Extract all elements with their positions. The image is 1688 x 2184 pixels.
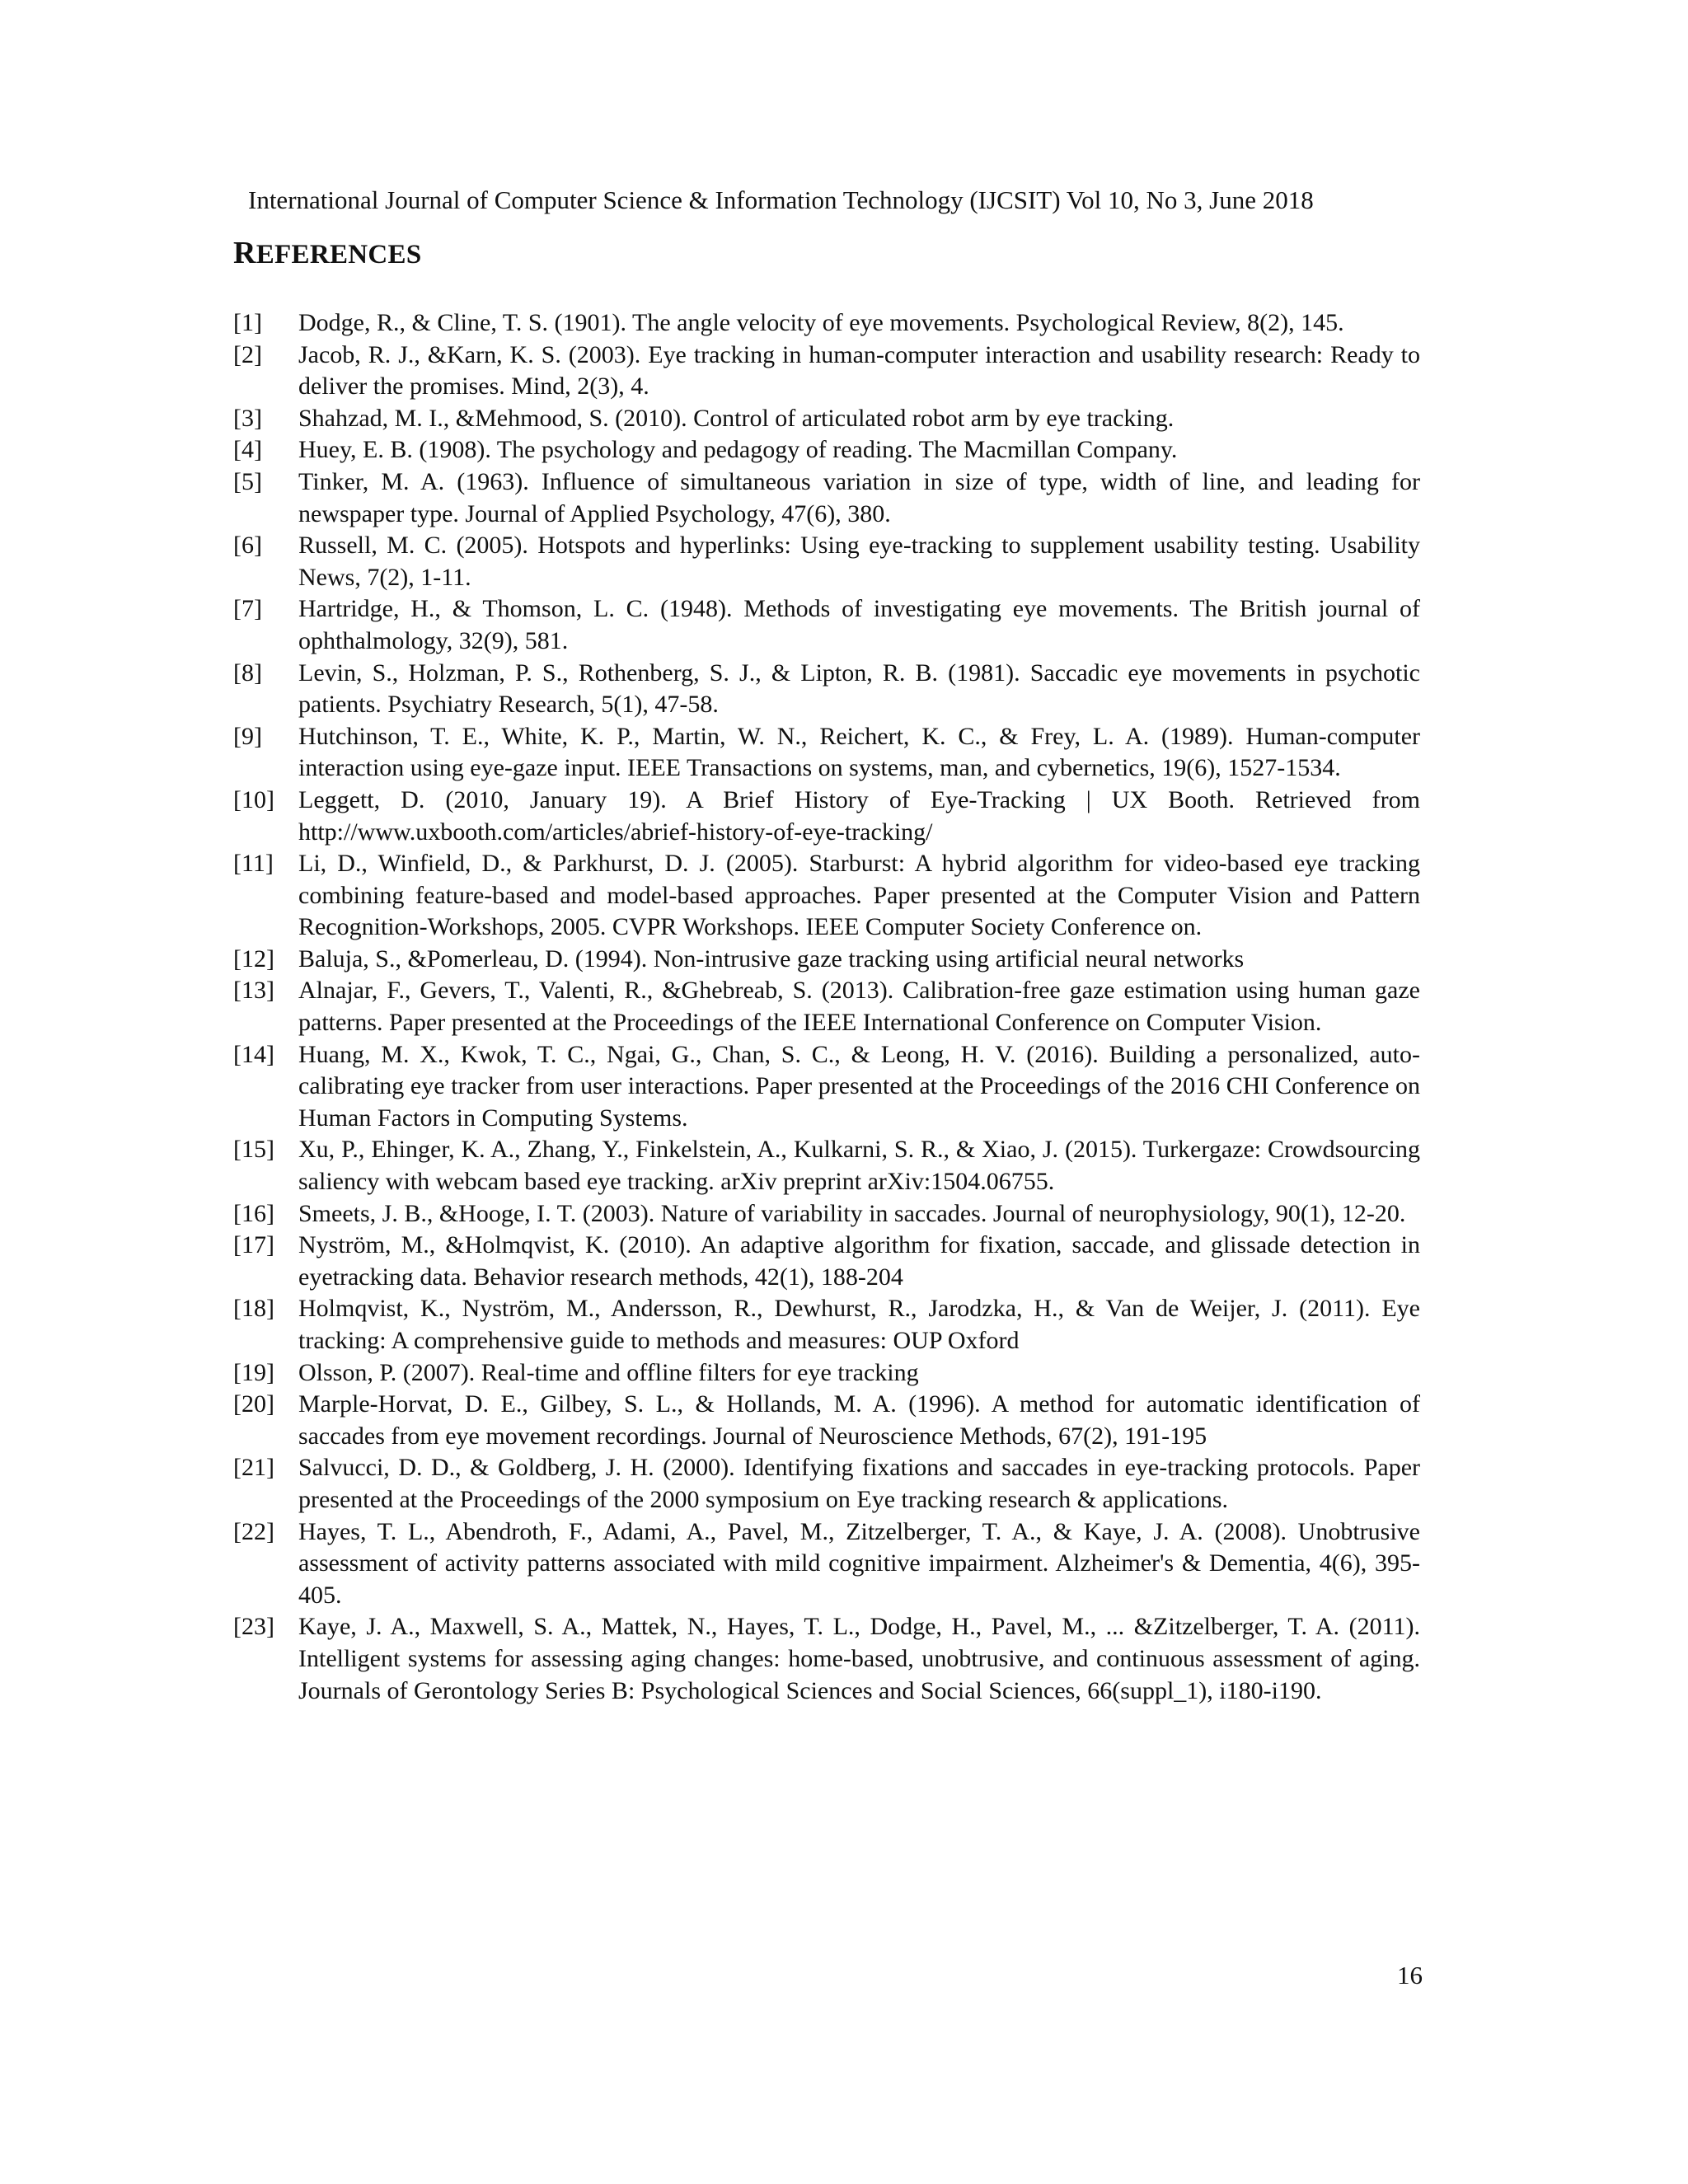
reference-number: [14] bbox=[233, 1040, 274, 1068]
reference-number: [12] bbox=[233, 944, 274, 972]
reference-item bbox=[233, 593, 1420, 657]
reference-item bbox=[233, 434, 1420, 466]
reference-number: [20] bbox=[233, 1390, 274, 1418]
reference-text: Jacob, R. J., &Karn, K. S. (2003). Eye tracking in human-computer interaction and usability research: Ready to deliver the promises. Mind, 2(3), 4. bbox=[298, 340, 1420, 401]
reference-number: [8] bbox=[233, 658, 262, 687]
reference-number: [2] bbox=[233, 340, 262, 368]
reference-number: [7] bbox=[233, 595, 262, 623]
reference-item bbox=[233, 530, 1420, 593]
reference-text: Dodge, R., & Cline, T. S. (1901). The angle velocity of eye movements. Psychological Review, 8(2), 145. bbox=[298, 309, 1344, 336]
reference-item bbox=[233, 721, 1420, 785]
reference-item bbox=[233, 307, 1420, 340]
reference-number: [16] bbox=[233, 1199, 274, 1227]
reference-list bbox=[233, 307, 1420, 1707]
reference-item bbox=[233, 1389, 1420, 1452]
reference-item bbox=[233, 658, 1420, 721]
reference-number: [3] bbox=[233, 404, 262, 432]
reference-item bbox=[233, 848, 1420, 944]
reference-number: [5] bbox=[233, 467, 262, 495]
reference-item bbox=[233, 975, 1420, 1038]
reference-text: Hartridge, H., & Thomson, L. C. (1948). Methods of investigating eye movements. The British journal of ophthalmology, 32(9), 581. bbox=[298, 595, 1420, 654]
reference-item bbox=[233, 1198, 1420, 1230]
reference-text: Hayes, T. L., Abendroth, F., Adami, A., Pavel, M., Zitzelberger, T. A., & Kaye, J. A. (2008). Unobtrusive assessment of activity patterns associated with mild cognitive impairment. Alzheimer's & Dementia, 4(6), 395-405. bbox=[298, 1517, 1420, 1609]
reference-number: [23] bbox=[233, 1613, 274, 1641]
page-number: 16 bbox=[1397, 1961, 1423, 1990]
reference-number: [19] bbox=[233, 1358, 274, 1386]
running-header: International Journal of Computer Science & Information Technology (IJCSIT) Vol 10, No 3, June 2018 bbox=[248, 185, 1314, 214]
reference-item bbox=[233, 340, 1420, 403]
reference-number: [11] bbox=[233, 850, 274, 878]
reference-item bbox=[233, 1134, 1420, 1197]
reference-text: Huang, M. X., Kwok, T. C., Ngai, G., Chan, S. C., & Leong, H. V. (2016). Building a personalized, auto-calibrating eye tracker from user interactions. Paper presented at the Proceedings of the 2016 CHI Conference on Human Factors in Computing Systems. bbox=[298, 1040, 1420, 1132]
reference-number: [17] bbox=[233, 1231, 274, 1259]
reference-item bbox=[233, 1357, 1420, 1390]
reference-text: Hutchinson, T. E., White, K. P., Martin, W. N., Reichert, K. C., & Frey, L. A. (1989). Human-computer interaction using eye-gaze input. IEEE Transactions on systems, man, and cybernetics, 19(6), 1527-1534. bbox=[298, 722, 1420, 782]
reference-number: [1] bbox=[233, 309, 262, 336]
reference-item bbox=[233, 1293, 1420, 1357]
reference-text: Russell, M. C. (2005). Hotspots and hyperlinks: Using eye-tracking to supplement usability testing. Usability News, 7(2), 1-11. bbox=[298, 532, 1420, 591]
reference-item bbox=[233, 1516, 1420, 1612]
reference-item bbox=[233, 403, 1420, 435]
reference-item bbox=[233, 1230, 1420, 1293]
reference-text: Kaye, J. A., Maxwell, S. A., Mattek, N., Hayes, T. L., Dodge, H., Pavel, M., ... &Zitzelberger, T. A. (2011). Intelligent systems for assessing aging changes: home-based, unobtrusive, and continuous assessment of aging. Journals of Gerontology Series B: Psychological Sciences and Social Sciences, 66(suppl_1), i180-i190. bbox=[298, 1613, 1420, 1704]
reference-number: [18] bbox=[233, 1295, 274, 1323]
reference-text: Li, D., Winfield, D., & Parkhurst, D. J. (2005). Starburst: A hybrid algorithm for video-based eye tracking combining feature-based and model-based approaches. Paper presented at the Computer Vision and Pattern Recognition-Workshops, 2005. CVPR Workshops. IEEE Computer Society Conference on. bbox=[298, 850, 1420, 941]
reference-item bbox=[233, 1039, 1420, 1135]
reference-number: [4] bbox=[233, 436, 262, 464]
reference-text: Marple-Horvat, D. E., Gilbey, S. L., & Hollands, M. A. (1996). A method for automatic identification of saccades from eye movement recordings. Journal of Neuroscience Methods, 67(2), 191-195 bbox=[298, 1390, 1420, 1450]
section-title-initial: R bbox=[233, 236, 256, 270]
reference-item bbox=[233, 466, 1420, 530]
reference-number: [13] bbox=[233, 977, 274, 1005]
reference-number: [22] bbox=[233, 1517, 274, 1545]
reference-item bbox=[233, 785, 1420, 848]
reference-number: [15] bbox=[233, 1136, 274, 1164]
reference-text: Xu, P., Ehinger, K. A., Zhang, Y., Finkelstein, A., Kulkarni, S. R., & Xiao, J. (2015). Turkergaze: Crowdsourcing saliency with webcam based eye tracking. arXiv preprint arXiv:1504.06755. bbox=[298, 1136, 1420, 1196]
reference-number: [6] bbox=[233, 532, 262, 560]
section-title bbox=[233, 237, 422, 271]
reference-text: Levin, S., Holzman, P. S., Rothenberg, S. J., & Lipton, R. B. (1981). Saccadic eye movements in psychotic patients. Psychiatry Research, 5(1), 47-58. bbox=[298, 658, 1420, 719]
reference-number: [10] bbox=[233, 785, 274, 813]
reference-text: Nyström, M., &Holmqvist, K. (2010). An adaptive algorithm for fixation, saccade, and glissade detection in eyetracking data. Behavior research methods, 42(1), 188-204 bbox=[298, 1231, 1420, 1291]
reference-text: Leggett, D. (2010, January 19). A Brief History of Eye-Tracking | UX Booth. Retrieved from http://www.uxbooth.com/articles/abrief-history-of-eye-tracking/ bbox=[298, 785, 1420, 846]
reference-number: [21] bbox=[233, 1454, 274, 1482]
reference-item bbox=[233, 1611, 1420, 1707]
reference-text: Olsson, P. (2007). Real-time and offline filters for eye tracking bbox=[298, 1358, 919, 1386]
reference-item bbox=[233, 944, 1420, 976]
reference-text: Tinker, M. A. (1963). Influence of simultaneous variation in size of type, width of line, and leading for newspaper type. Journal of Applied Psychology, 47(6), 380. bbox=[298, 467, 1420, 527]
reference-item bbox=[233, 1452, 1420, 1516]
reference-text: Huey, E. B. (1908). The psychology and pedagogy of reading. The Macmillan Company. bbox=[298, 436, 1178, 464]
reference-text: Smeets, J. B., &Hooge, I. T. (2003). Nature of variability in saccades. Journal of neurophysiology, 90(1), 12-20. bbox=[298, 1199, 1406, 1227]
reference-text: Salvucci, D. D., & Goldberg, J. H. (2000). Identifying fixations and saccades in eye-tracking protocols. Paper presented at the Proceedings of the 2000 symposium on Eye tracking research & applications. bbox=[298, 1454, 1420, 1513]
section-title-rest: EFERENCES bbox=[256, 240, 422, 269]
reference-text: Alnajar, F., Gevers, T., Valenti, R., &Ghebreab, S. (2013). Calibration-free gaze estimation using human gaze patterns. Paper presented at the Proceedings of the IEEE International Conference on Computer Vision. bbox=[298, 977, 1420, 1037]
reference-text: Holmqvist, K., Nyström, M., Andersson, R., Dewhurst, R., Jarodzka, H., & Van de Weijer, J. (2011). Eye tracking: A comprehensive guide to methods and measures: OUP Oxford bbox=[298, 1295, 1420, 1354]
reference-text: Baluja, S., &Pomerleau, D. (1994). Non-intrusive gaze tracking using artificial neural networks bbox=[298, 944, 1245, 972]
reference-text: Shahzad, M. I., &Mehmood, S. (2010). Control of articulated robot arm by eye tracking. bbox=[298, 404, 1175, 432]
reference-number: [9] bbox=[233, 722, 262, 750]
